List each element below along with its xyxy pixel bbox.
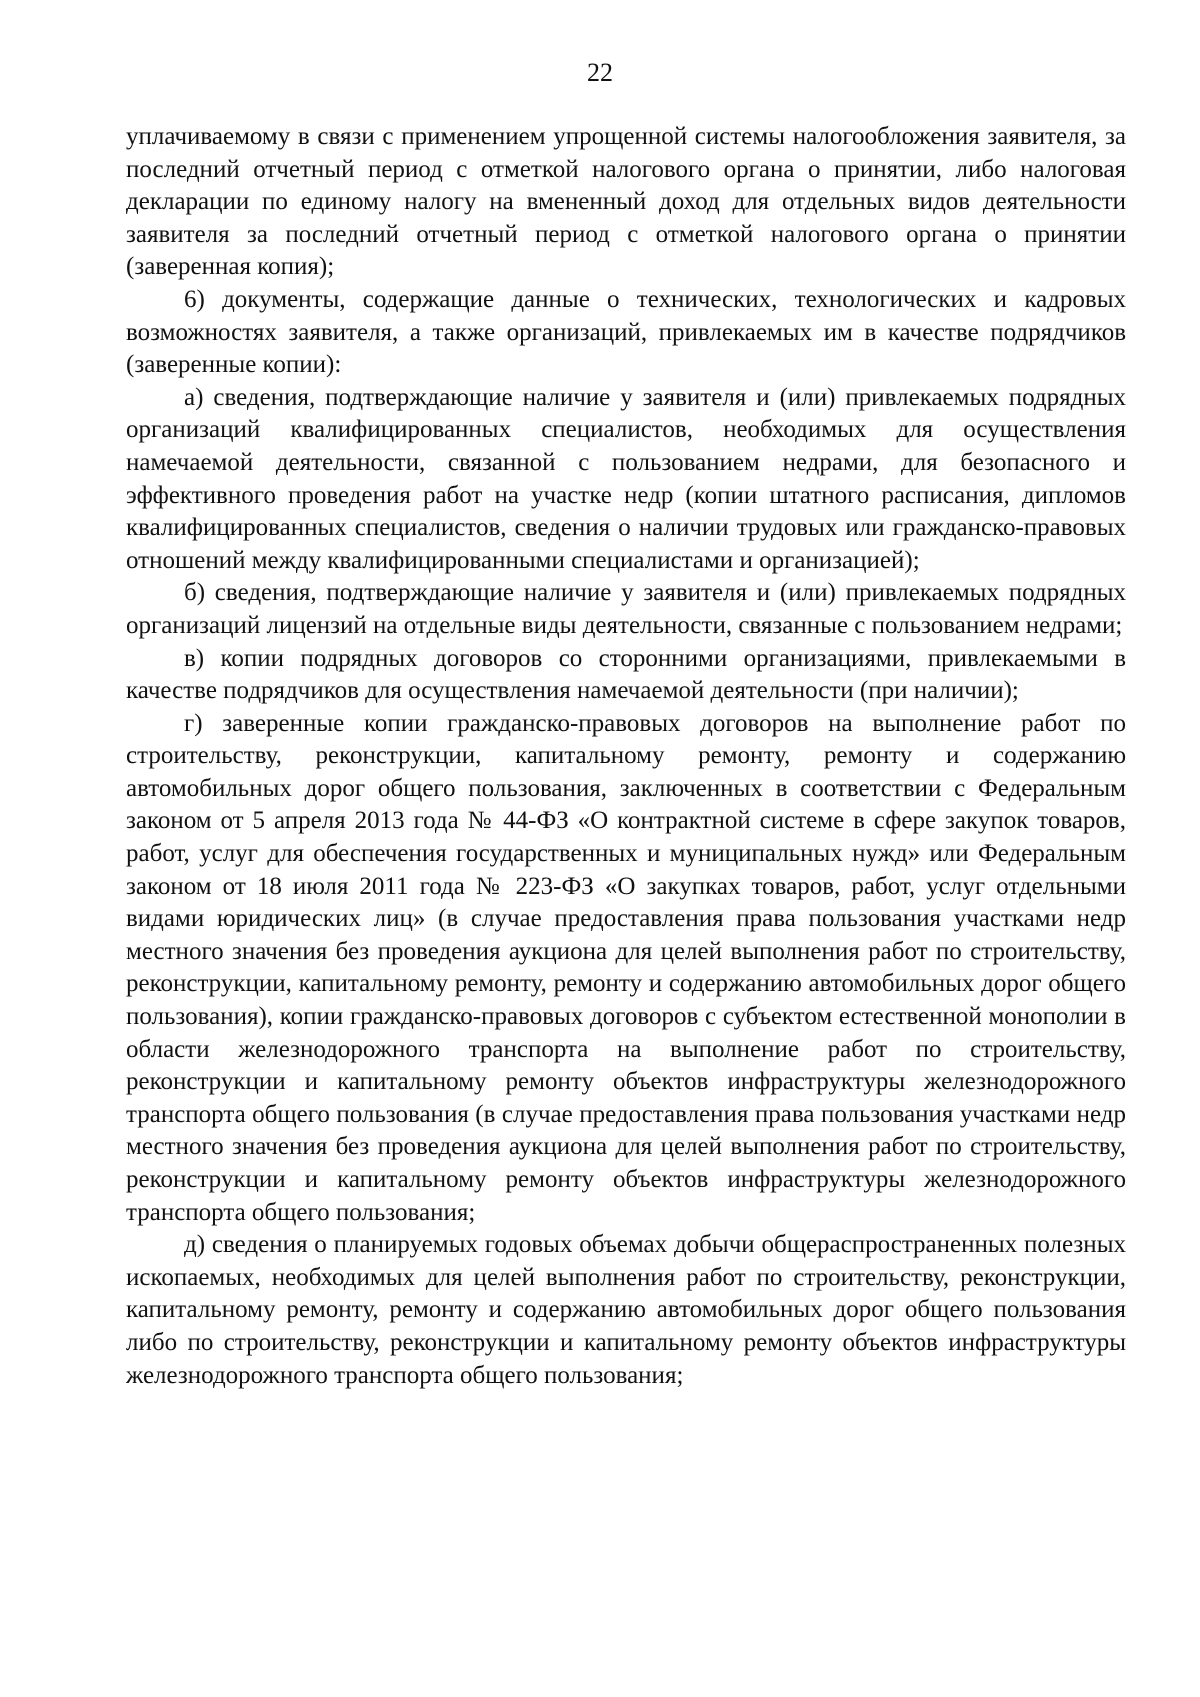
paragraph-continuation: уплачиваемому в связи с применением упрощенной системы налогообложения заявителя, за последний отчетный период с отметкой налогового органа о принятии, либо налоговая декларации по единому налогу на вмененный доход для отдельных видов деятельности заявителя за последний отчетный период с отметкой налогового органа о принятии (заверенная копия); bbox=[126, 123, 1126, 281]
paragraph-subitem-a: а) сведения, подтверждающие наличие у заявителя и (или) привлекаемых подрядных организаций квалифицированных специалистов, необходимых для осуществления намечаемой деятельности, связанной с пользованием недрами, для безопасного и эффективного проведения работ на участке недр (копии штатного расписания, дипломов квалифицированных специалистов, сведения о наличии трудовых или гражданско-правовых отношений между квалифицированными специалистами и организацией); bbox=[126, 383, 1126, 574]
document-body bbox=[126, 121, 1126, 1392]
paragraph-subitem-d: д) сведения о планируемых годовых объемах добычи общераспространенных полезных ископаемых, необходимых для целей выполнения работ по строительству, реконструкции, капитальному ремонту, ремонту и содержанию автомобильных дорог общего пользования либо по строительству, реконструкции и капитальному ремонту объектов инфраструктуры железнодорожного транспорта общего пользования; bbox=[126, 1231, 1126, 1389]
page-number: 22 bbox=[587, 58, 613, 87]
paragraph-subitem-b: б) сведения, подтверждающие наличие у заявителя и (или) привлекаемых подрядных организаций лицензий на отдельные виды деятельности, связанные с пользованием недрами; bbox=[126, 579, 1126, 639]
paragraph-subitem-v: в) копии подрядных договоров со сторонними организациями, привлекаемыми в качестве подрядчиков для осуществления намечаемой деятельности (при наличии); bbox=[126, 644, 1126, 705]
paragraph-item-6: 6) документы, содержащие данные о технических, технологических и кадровых возможностях заявителя, а также организаций, привлекаемых им в качестве подрядчиков (заверенные копии): bbox=[126, 285, 1126, 379]
paragraph-subitem-g: г) заверенные копии гражданско-правовых договоров на выполнение работ по строительству, реконструкции, капитальному ремонту, ремонту и содержанию автомобильных дорог общего пользования, заключенных в соответствии с Федеральным законом от 5 апреля 2013 года № 44-ФЗ «О контрактной системе в сфере закупок товаров, работ, услуг для обеспечения государственных и муниципальных нужд» или Федеральным законом от 18 июля 2011 года № 223-ФЗ «О закупках товаров, работ, услуг отдельными видами юридических лиц» (в случае предоставления права пользования участками недр местного значения без проведения аукциона для целей выполнения работ по строительству, реконструкции, капитальному ремонту, ремонту и содержанию автомобильных дорог общего пользования), копии гражданско-правовых договоров с субъектом естественной монополии в области железнодорожного транспорта на выполнение работ по строительству, реконструкции и капитальному ремонту объектов инфраструктуры железнодорожного транспорта общего пользования (в случае предоставления права пользования участками недр местного значения без проведения аукциона для целей выполнения работ по строительству, реконструкции и капитальному ремонту объектов инфраструктуры железнодорожного транспорта общего пользования; bbox=[126, 709, 1126, 1226]
